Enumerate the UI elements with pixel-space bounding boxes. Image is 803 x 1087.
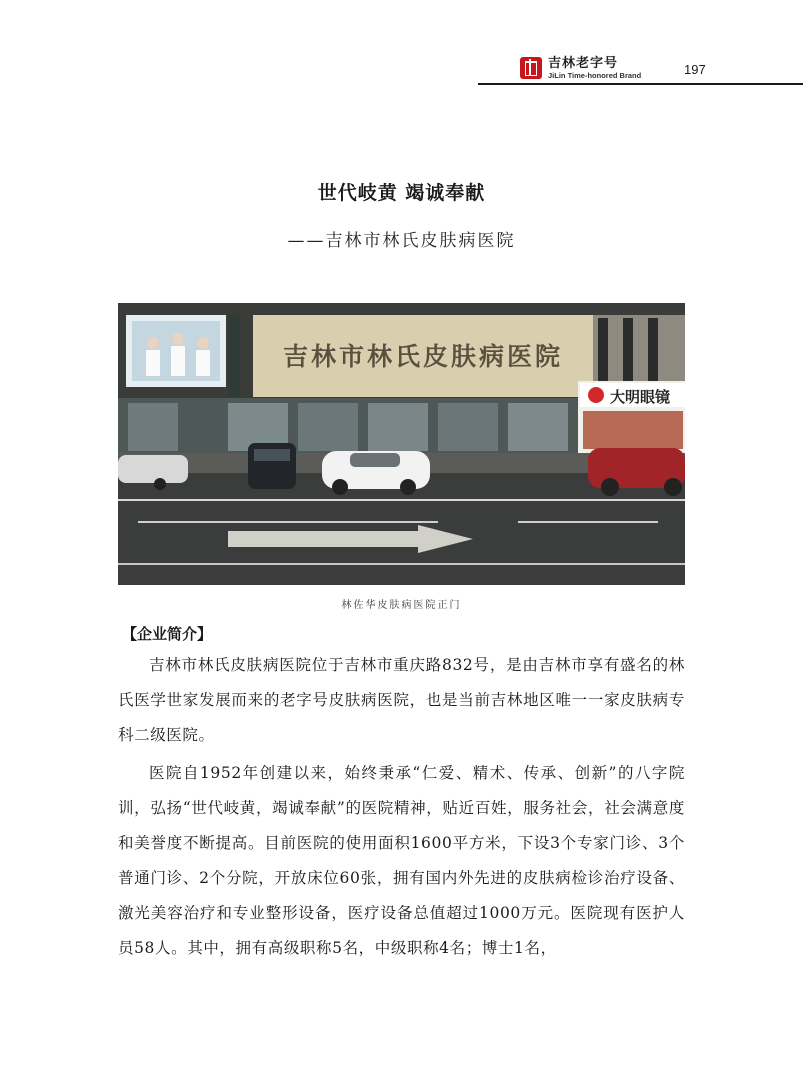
hospital-sign: 吉林市林氏皮肤病医院 <box>282 342 564 371</box>
paragraph-1: 吉林市林氏皮肤病医院位于吉林市重庆路832号，是由吉林市享有盛名的林氏医学世家发展而来的老字号皮肤病医院，也是当前吉林地区唯一一家皮肤病专科二级医院。 <box>118 656 685 744</box>
article-subtitle: ——吉林市林氏皮肤病医院 <box>287 231 516 251</box>
article-title: 世代岐黄 竭诚奉献 <box>317 182 486 204</box>
brand-block <box>520 57 641 80</box>
paragraph-2: 医院自1952年创建以来，始终秉承“仁爱、精术、传承、创新”的八字院训，弘扬“世代岐黄，竭诚奉献”的医院精神，贴近百姓，服务社会，社会满意度和美誉度不断提高。目前医院的使用面积1600平方米，下设3个专家门诊、3个普通门诊、2个分院，开放床位60张，拥有国内外先进的皮肤病检诊治疗设备、激光美容治疗和专业整形设备，医疗设备总值超过1000万元。医院现有医护人员58人。其中，拥有高级职称5名，中级职称4名；博士1名， <box>118 764 685 957</box>
brand-seal-icon <box>520 57 542 79</box>
brand-text <box>548 57 641 80</box>
section-heading: 【企业简介】 <box>122 625 213 643</box>
shop-sign: 大明眼镜 <box>609 388 671 406</box>
brand-name-cn: 吉林老字号 <box>548 56 619 71</box>
page-number: 197 <box>684 62 706 77</box>
brand-name-en: JiLin Time-honored Brand <box>548 71 642 80</box>
page-header <box>0 0 803 90</box>
header-rule <box>478 83 803 85</box>
hospital-entrance-photo <box>118 303 685 585</box>
photo-caption: 林佐华皮肤病医院正门 <box>341 600 462 611</box>
